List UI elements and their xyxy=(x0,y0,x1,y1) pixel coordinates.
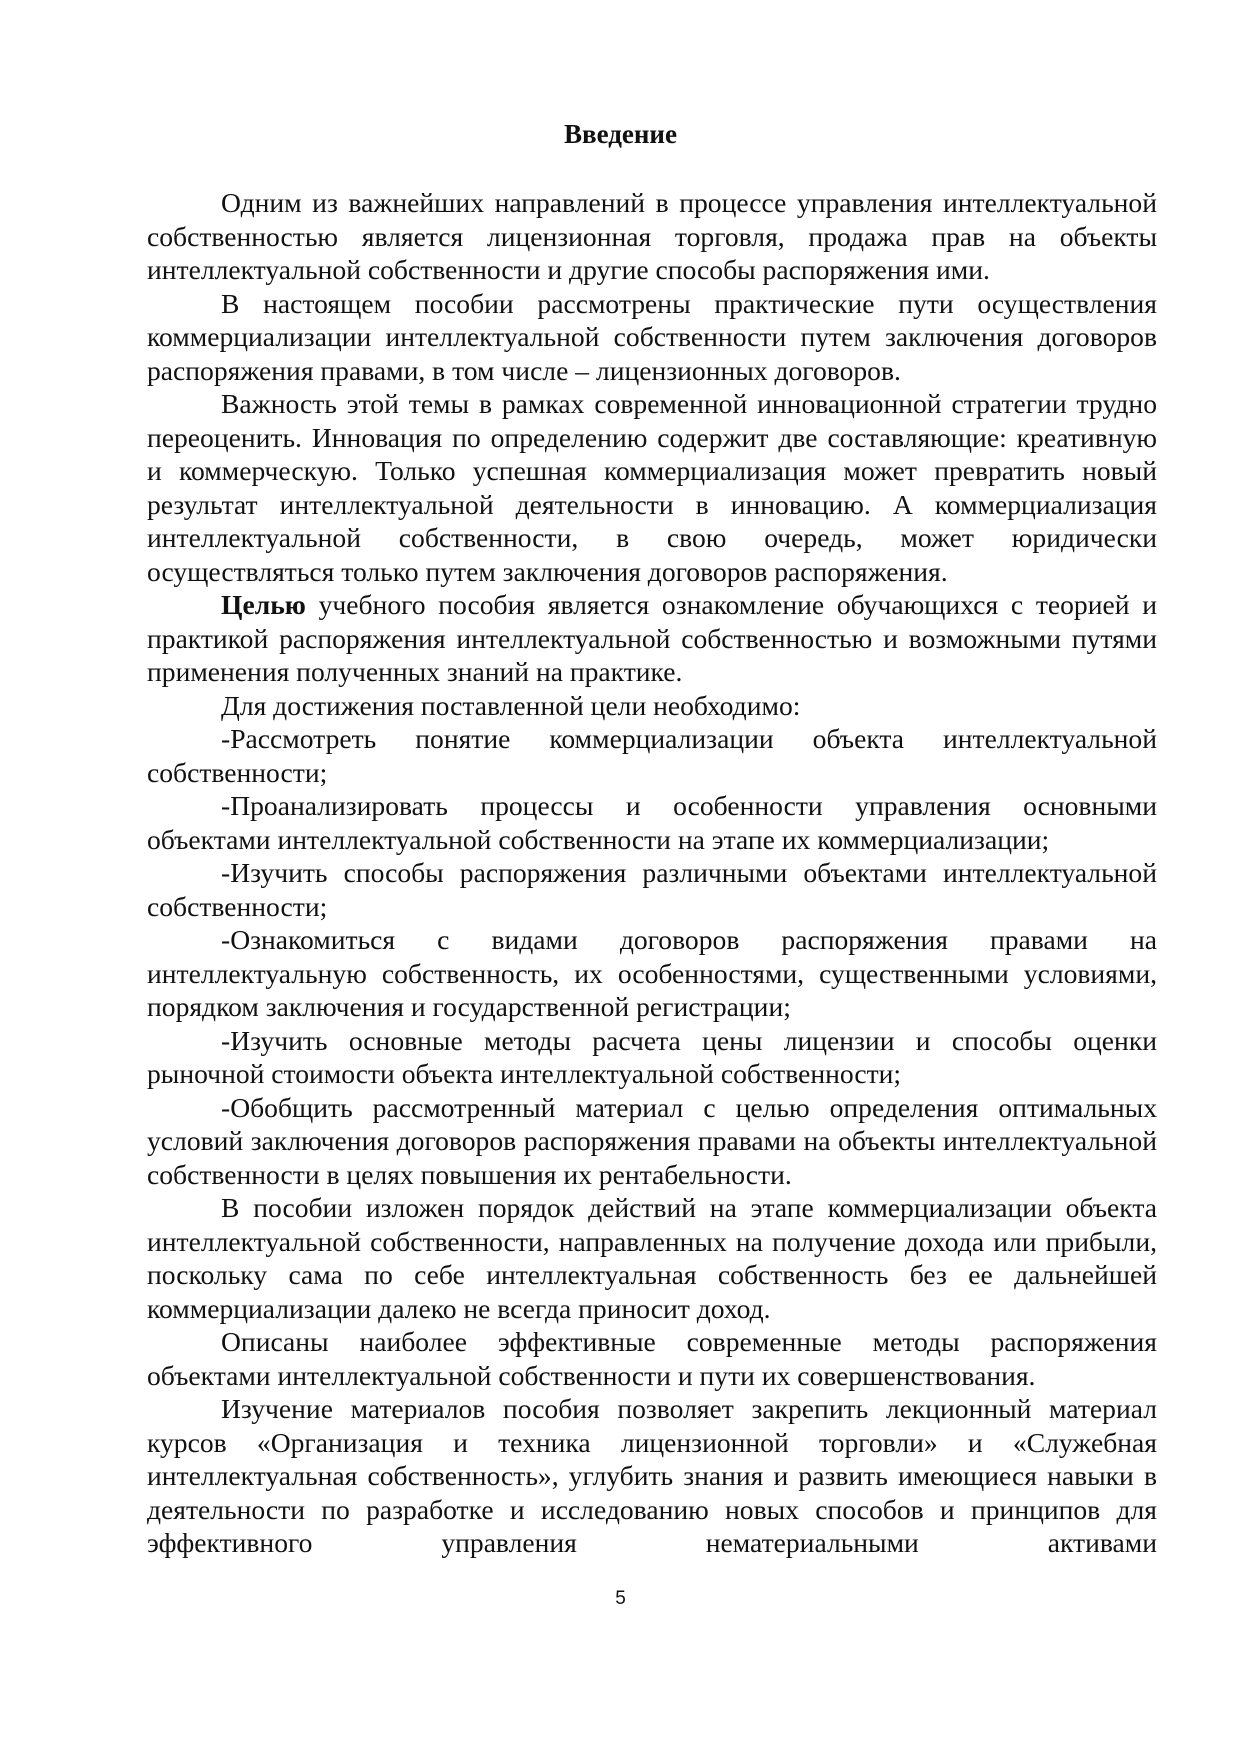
tasks-intro: Для достижения поставленной цели необходимо: xyxy=(221,689,801,721)
paragraph-procedure: В пособии изложен порядок действий на этапе коммерциализации объекта интеллектуальной собственности, направленных на получение дохода или прибыли, поскольку сама по себе интеллектуальная собственность без ее дальнейшей коммерциализации далеко не всегда приносит доход. xyxy=(147,1192,1157,1324)
task-item-5: -Изучить основные методы расчета цены лицензии и способы оценки рыночной стоимости объекта интеллектуальной собственности; xyxy=(147,1024,1157,1089)
paragraph-goal xyxy=(147,588,1157,689)
goal-text: учебного пособия является ознакомление обучающихся с теорией и практикой распоряжения интеллектуальной собственностью и возможными путями применения полученных знаний на практике. xyxy=(147,589,1157,687)
task-item-4: -Ознакомиться с видами договоров распоряжения правами на интеллектуальную собственность, их особенностями, существенными условиями, порядком заключения и государственной регистрации; xyxy=(147,924,1157,1022)
page-number: 5 xyxy=(615,1588,626,1609)
task-item-2: -Проанализировать процессы и особенности управления основными объектами интеллектуальной собственности на этапе их коммерциализации; xyxy=(147,790,1157,855)
paragraph-manual-scope: В настоящем пособии рассмотрены практические пути осуществления коммерциализации интеллектуальной собственности путем заключения договоров распоряжения правами, в том числе – лицензионных договоров. xyxy=(147,287,1157,386)
task-item-3: -Изучить способы распоряжения различными объектами интеллектуальной собственности; xyxy=(147,857,1157,922)
goal-bold-lead: Целью xyxy=(221,589,306,620)
paragraph-importance: Важность этой темы в рамках современной инновационной стратегии трудно переоценить. Инновация по определению содержит две составляющие: креативную и коммерческую. Только успешная коммерциализация может превратить новый результат интеллектуальной деятельности в инновацию. А коммерциализация интеллектуальной собственности, в свою очередь, может юридически осуществляться только путем заключения договоров распоряжения. xyxy=(147,388,1157,587)
task-item-6: -Обобщить рассмотренный материал с целью определения оптимальных условий заключения договоров распоряжения правами на объекты интеллектуальной собственности в целях повышения их рентабельности. xyxy=(147,1091,1157,1190)
paragraph-intro: Одним из важнейших направлений в процессе управления интеллектуальной собственностью является лицензионная торговля, продажа прав на объекты интеллектуальной собственности и другие способы распоряжения ими. xyxy=(147,187,1157,285)
paragraph-study: Изучение материалов пособия позволяет закрепить лекционный материал курсов «Организация и техника лицензионной торговли» и «Служебная интеллектуальная собственность», углубить знания и развить имеющиеся навыки в деятельности по разработке и исследованию новых способов и принципов для эффективного управления нематериальными активами xyxy=(147,1393,1157,1558)
section-title: Введение xyxy=(564,119,677,149)
paragraph-methods: Описаны наиболее эффективные современные методы распоряжения объектами интеллектуальной собственности и пути их совершенствования. xyxy=(147,1326,1157,1391)
body-text xyxy=(147,186,1157,1560)
task-item-1: -Рассмотреть понятие коммерциализации объекта интеллектуальной собственности; xyxy=(147,723,1157,788)
